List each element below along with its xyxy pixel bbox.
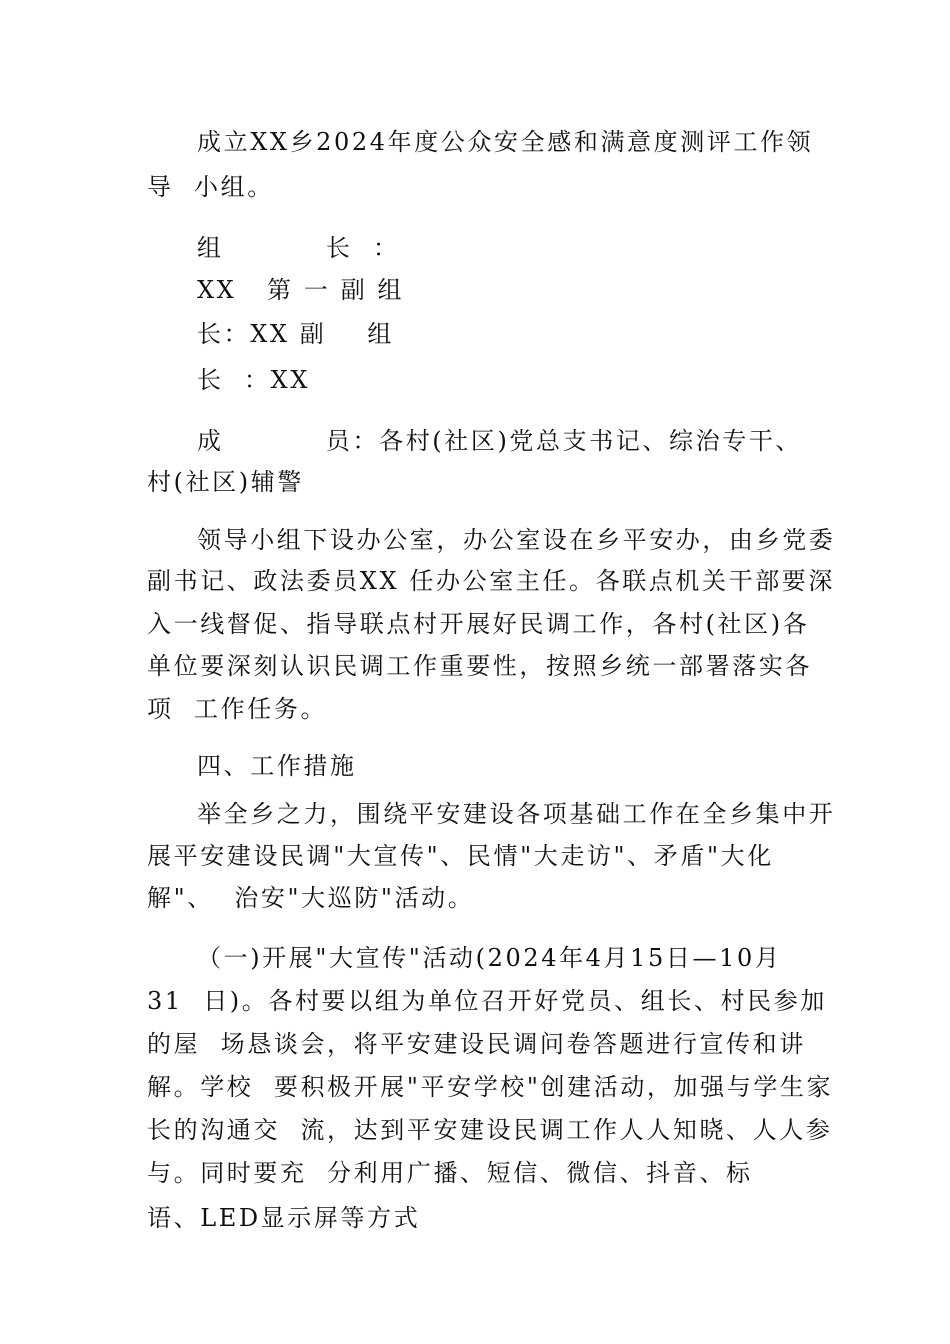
text-line: 项 工作任务。 (147, 695, 328, 723)
text-line: 长的沟通交 流，达到平安建设民调工作人人知晓、人人参 (147, 1116, 833, 1144)
text-line: 入一线督促、指导联点村开展好民调工作，各村(社区)各 (147, 610, 810, 638)
text-line: 组 长 ： (197, 234, 400, 262)
text-line: 副书记、政法委员XX 任办公室主任。各联点机关干部要深 (147, 567, 835, 595)
text-line: 长 ：XX (197, 366, 311, 394)
text-line: 解"、 治安"大巡防"活动。 (147, 884, 475, 912)
text-line: 单位要深刻认识民调工作重要性，按照乡统一部署落实各 (147, 652, 812, 680)
text-line: 与。同时要充 分利用广播、短信、微信、抖音、标 (147, 1159, 753, 1187)
text-line: 成立XX乡2024年度公众安全感和满意度测评工作领 (197, 128, 814, 156)
text-line: 村(社区)辅警 (147, 468, 304, 496)
text-line: （一)开展"大宣传"活动(2024年4月15日—10月 (197, 944, 782, 972)
text-line: 解。学校 要积极开展"平安学校"创建活动，加强与学生家 (147, 1073, 834, 1101)
text-line: XX 第 一 副 组 (197, 276, 405, 304)
text-line: 语、LED显示屏等方式 (147, 1204, 421, 1232)
text-line: 成 员：各村(社区)党总支书记、综治专干、 (197, 427, 803, 455)
text-line: 展平安建设民调"大宣传"、民情"大走访"、矛盾"大化 (147, 842, 774, 870)
text-line: 长：XX 副 组 (197, 320, 394, 348)
text-line: 的屋 场恳谈会，将平安建设民调问卷答题进行宣传和讲 (147, 1030, 806, 1058)
text-line: 领导小组下设办公室，办公室设在乡平安办，由乡党委 (197, 526, 836, 554)
text-line: 导 小组。 (147, 173, 274, 201)
text-line: 31 日)。各村要以组为单位召开好党员、组长、村民参加 (147, 987, 827, 1015)
section-heading: 四、工作措施 (197, 752, 357, 780)
text-line: 举全乡之力，围绕平安建设各项基础工作在全乡集中开 (197, 800, 836, 828)
